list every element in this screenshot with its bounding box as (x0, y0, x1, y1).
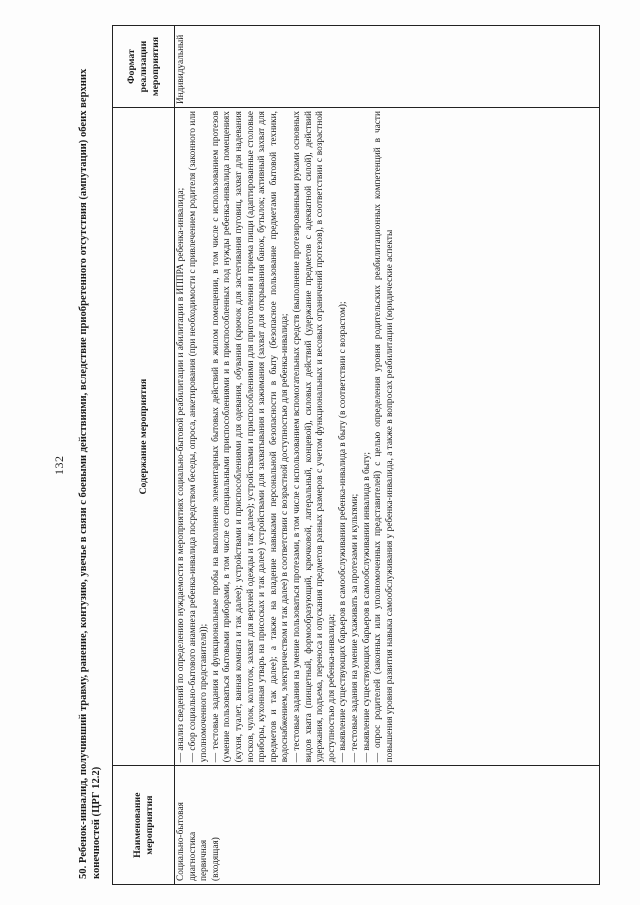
measure-name-line: Социально-бытовая диагностика (176, 802, 198, 881)
table-header-row (113, 26, 175, 885)
content-item: — выявление существующих барьеров в самообслуживании ребенка-инвалида в быту (в соответствии с возрастом); (338, 301, 349, 763)
header-format: Формат реализации мероприятия (113, 26, 175, 108)
measure-content-cell (175, 108, 600, 766)
measures-table (112, 25, 600, 885)
content-item: — тестовые задания и функциональные пробы на выполнение элементарных бытовых действий в жилом помещении, в том числе с использованием протезов (умение пользоваться бытовыми приборами, в том числе со специальными приспособлениями и в приспособленных под нужды ребенка-инвалида помещениях (кухня, туалет, ванная комната и так далее); устройствами и приспособлениями для одевания, обувания (крючок для застегивания пуговиц, захват для надевания носков, чулок, колготок, захват для верхней одежды и так далее); устройствами и приспособлениями для приготовления и приема пищи (адаптированные столовые приборы, кухонная утварь на присосках и так далее) устройствами для захватывания и зажимания (захват для открывания банок, бутылок; активный захват для предметов и так далее); а также на владение навыками персональной безопасности в быту (безопасное пользование предметами бытовой техники, водоснабжением, электричеством и так далее) в соответствии с возрастной доступностью для ребенка-инвалида; (210, 111, 291, 763)
page-number: 132 (52, 455, 66, 475)
measure-name-line: (входящая) (210, 837, 221, 881)
header-name: Наименование мероприятия (113, 766, 175, 885)
content-item: — опрос родителей (законных или уполномоченных представителей) с целью определения уровня родительских реабилитационных компетенций в части повышения уровня развития навыка самообслуживания у ребенка-инвалида, а также в вопросах реабилитации (юридические аспекты (373, 111, 395, 763)
content-item: — анализ сведений по определению нуждаемости в мероприятиях социально-бытовой реабилитации и абилитации в ИППРА ребенка-инвалида; (176, 187, 186, 763)
measure-name-cell (175, 766, 600, 885)
measure-name-line: первичная (199, 839, 210, 881)
header-content: Содержание мероприятия (113, 108, 175, 766)
measure-format-cell (175, 26, 600, 108)
content-item: — тестовые задания на умение пользоваться протезами, в том числе с использованием вспомогательных средств (выполнение протезированными руками основных видов хвата (пинцетный, формообразующий, крючковой, латеральный, концевой), силовых действий (удержание предметов с адекватной силой), действий удержания, подъема, переноса и опускания предметов разных размеров с учетом функциональных и весовых ограничений протезов), в соответствии с возрастной доступностью для ребенка-инвалида; (291, 111, 337, 763)
section-heading: 50. Ребенок-инвалид, получивший травму, ранение, контузию, увечье в связи с боевыми действиями, вследствие приобретенного отсутствия (ампутации) обеих верхних конечностей (ЦРГ 12.2) (78, 68, 102, 879)
content-item: — тестовые задания на умение ухаживать за протезами и культями; (349, 493, 360, 763)
table-row (175, 26, 600, 885)
rotated-content (52, 20, 612, 885)
content-item: — сбор социально-бытового анамнеза ребенка-инвалида посредством беседы, опроса, анкетирования (при необходимости с привлечением родителя (законного или уполномоченного представителя)); (187, 111, 210, 763)
content-item: — выявление существующих барьеров в самообслуживании инвалида в быту; (361, 452, 372, 763)
measure-format: Индивидуальный (176, 34, 186, 105)
